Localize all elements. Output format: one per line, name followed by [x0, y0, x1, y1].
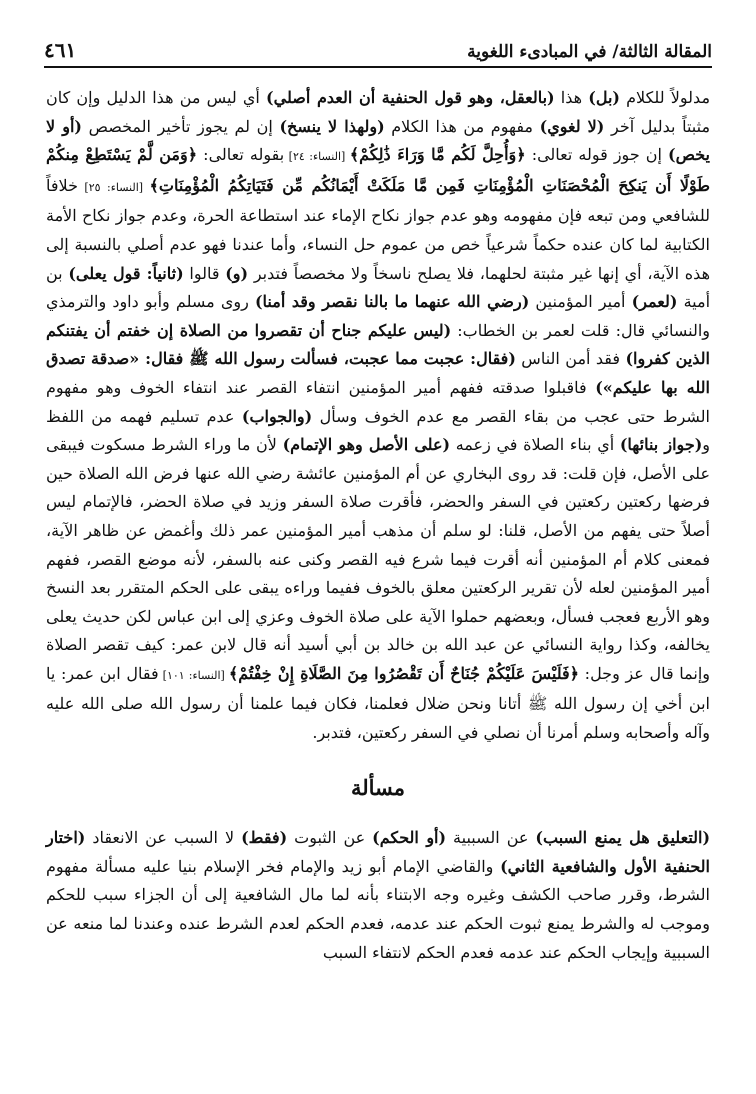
text-run: عن السببية [446, 828, 536, 848]
bold-run: (والجواب) [241, 406, 313, 426]
verse-reference: [النساء: ٢٤] [284, 150, 350, 164]
quran-verse: ﴿فَلَيْسَ عَلَيْكُمْ جُنَاحٌ أَن تَقْصُرُوا مِنَ الصَّلَاةِ إِنْ خِفْتُمْ﴾ [228, 663, 580, 683]
text-run: أي بناء الصلاة في زعمه [450, 435, 620, 455]
text-run: فقد أمن الناس [515, 349, 626, 369]
text-run: لا السبب عن الانعقاد [85, 828, 242, 848]
page-header [44, 32, 712, 62]
verse-reference: [النساء: ١٠١] [158, 668, 229, 682]
bold-run: (أو الحكم) [372, 828, 447, 848]
bold-run: (فقال: عجبت مما عجبت، فسألت رسول الله ﷺ فقال: «صدقة تصدق الله بها عليكم») [46, 349, 710, 397]
bold-run: (فقط) [241, 828, 288, 848]
bold-run: (بالعقل، وهو قول الحنفية أن العدم أصلي) [266, 88, 555, 107]
verse-reference: [النساء: ٢٥] [77, 180, 150, 194]
text-run: خلافاً للشافعي ومن تبعه فإن مفهومه وهو عدم جواز نكاح الإماء عند استطاعة الحرة، وعدم جواز نكاح الأمة الكتابية لما كان عنده حكماً شرعياً خص من عموم حل النساء، وأما عندنا فهو عدم أصلي بالنسبة إلى هذه الآية، أي إنها غير مثبتة لحلهما، فلا يصلح ناسخاً ولا مخصصاً فتدبر [46, 175, 711, 283]
text-run: قالوا [183, 263, 226, 283]
bold-run: (اختار الحنفية الأول والشافعية الثاني) [46, 828, 710, 876]
text-run: إن جوز قوله تعالى: [525, 145, 669, 165]
bold-run: (ولهذا لا ينسخ) [279, 116, 385, 136]
bold-run: (على الأصل وهو الإتمام) [282, 435, 451, 455]
bold-run: (أو لا يخص) [46, 116, 710, 165]
bold-run: (التعليق هل يمنع السبب) [535, 828, 711, 848]
text-run: لأن ما وراء الشرط مسكوت فيبقى على الأصل، فإن قلت: قد روى البخاري عن أم المؤمنين عائشة رضي الله عنها فرض الله الصلاة حين فرضها ركعتين ركعتين في السفر والحضر، فأقرت صلاة السفر وزيد في صلاة الحضر، فالإتمام ليس أصلاً حتى يفهم من الأصل، قلنا: لو سلم أن مذهب أمير المؤمنين عمر ذلك وأغمض عن ظاهر الآية، فمعنى كلام أم المؤمنين أنه أقرت فيما شرع فيه القصر وكنى عنه بالسفر، لأنه موضع القصر، ففهم أمير المؤمنين لعله لأن تقرير الركعتين معلق بالخوف ففيما وراءه يبقى على الحكم المتقرر بعد النسخ وهو الأربع فعجب فسأل، وبعضهم حملوا الآية على صلاة الخوف وعزي إلى ابن عباس لكن حديث يعلى يخالفه، وكذا رواية النسائي عن عبد الله بن خالد بن أبي أسيد أنه قال لابن عمر: كيف تقصر الصلاة وإنما قال عز وجل: [46, 435, 711, 683]
bold-run: (لا لغوي) [539, 116, 605, 136]
bold-run: (جواز بنائها) [619, 435, 703, 455]
section-heading: مسألة [350, 774, 406, 800]
page-body [46, 84, 710, 967]
bold-run: (رضي الله عنهما ما بالنا نقصر وقد أمنا) [254, 292, 530, 312]
text-run: فقال ابن عمر: يا ابن أخي إن رسول الله ﷺ أتانا ونحن ضلال فعلمنا، فكان فيما علمنا أن رسول الله صلى الله عليه وآله وأصحابه وسلم أمرنا أن نصلي في السفر ركعتين، فتدبر. [46, 663, 710, 743]
text-run: مفهوم من هذا الكلام [384, 116, 540, 136]
text-run: أمير المؤمنين [529, 292, 632, 312]
quran-verse: ﴿وَأُحِلَّ لَكُم مَّا وَرَاءَ ذَٰلِكُمْ﴾ [349, 145, 526, 165]
paragraph-main [46, 84, 710, 748]
text-run: إن لم يجوز تأخير المخصص [81, 116, 280, 136]
text-run: عدم تسليم فهمه من اللفظ و [46, 406, 711, 455]
header-divider [44, 66, 712, 68]
text-run: مدلولاً للكلام [619, 88, 711, 107]
text-run: هذا [554, 88, 589, 107]
bold-run: (ثانياً: قول يعلى) [68, 263, 184, 283]
page-number: ٤٦١ [44, 38, 77, 62]
text-run: روى مسلم وأبو داود والترمذي والنسائي قال: قلت لعمر بن الخطاب: [46, 292, 711, 340]
text-run: عن الثبوت [287, 828, 373, 848]
bold-run: (ليس عليكم جناح أن تقصروا من الصلاة إن خفتم أن يفتنكم الذين كفروا) [46, 320, 711, 369]
text-run: بن أمية [46, 263, 711, 312]
text-run: أي ليس من هذا الدليل وإن كان مثبتاً بدليل آخر [46, 88, 711, 136]
paragraph-issue [46, 824, 710, 967]
bold-run: (و) [225, 263, 249, 283]
text-run: والقاضي الإمام أبو زيد والإمام فخر الإسلام بنيا عليه مسألة مفهوم الشرط، وقرر صاحب الكشف وغيره وجه الابتناء بأنه لما مال الشافعية إلى أن الجزاء سبب للحكم وموجب له والشرط يمنع ثبوت الحكم عند عدمه، فعدم الحكم لعدم الشرط عنده وعندنا لما منعه عن السببية وإيجاب الحكم عند عدمه فعدم الحكم لانتفاء السبب [46, 856, 710, 962]
bold-run: (بل) [588, 88, 620, 107]
text-run: بقوله تعالى: [197, 145, 285, 165]
bold-run: (لعمر) [631, 292, 678, 312]
running-title: المقالة الثالثة/ في المبادىء اللغوية [467, 42, 712, 62]
quran-verse: ﴿وَمَن لَّمْ يَسْتَطِعْ مِنكُمْ طَوْلًا أَن يَنكِحَ الْمُحْصَنَاتِ الْمُؤْمِنَاتِ فَمِن مَّا مَلَكَتْ أَيْمَانُكُم مِّن فَتَيَاتِكُمُ الْمُؤْمِنَاتِ﴾ [46, 145, 710, 195]
text-run: فاقبلوا صدقته ففهم أمير المؤمنين انتفاء القصر عند انتفاء الخوف وهو مفهوم الشرط حتى عجب من بقاء القصر مع عدم الخوف وسأل [46, 377, 710, 426]
